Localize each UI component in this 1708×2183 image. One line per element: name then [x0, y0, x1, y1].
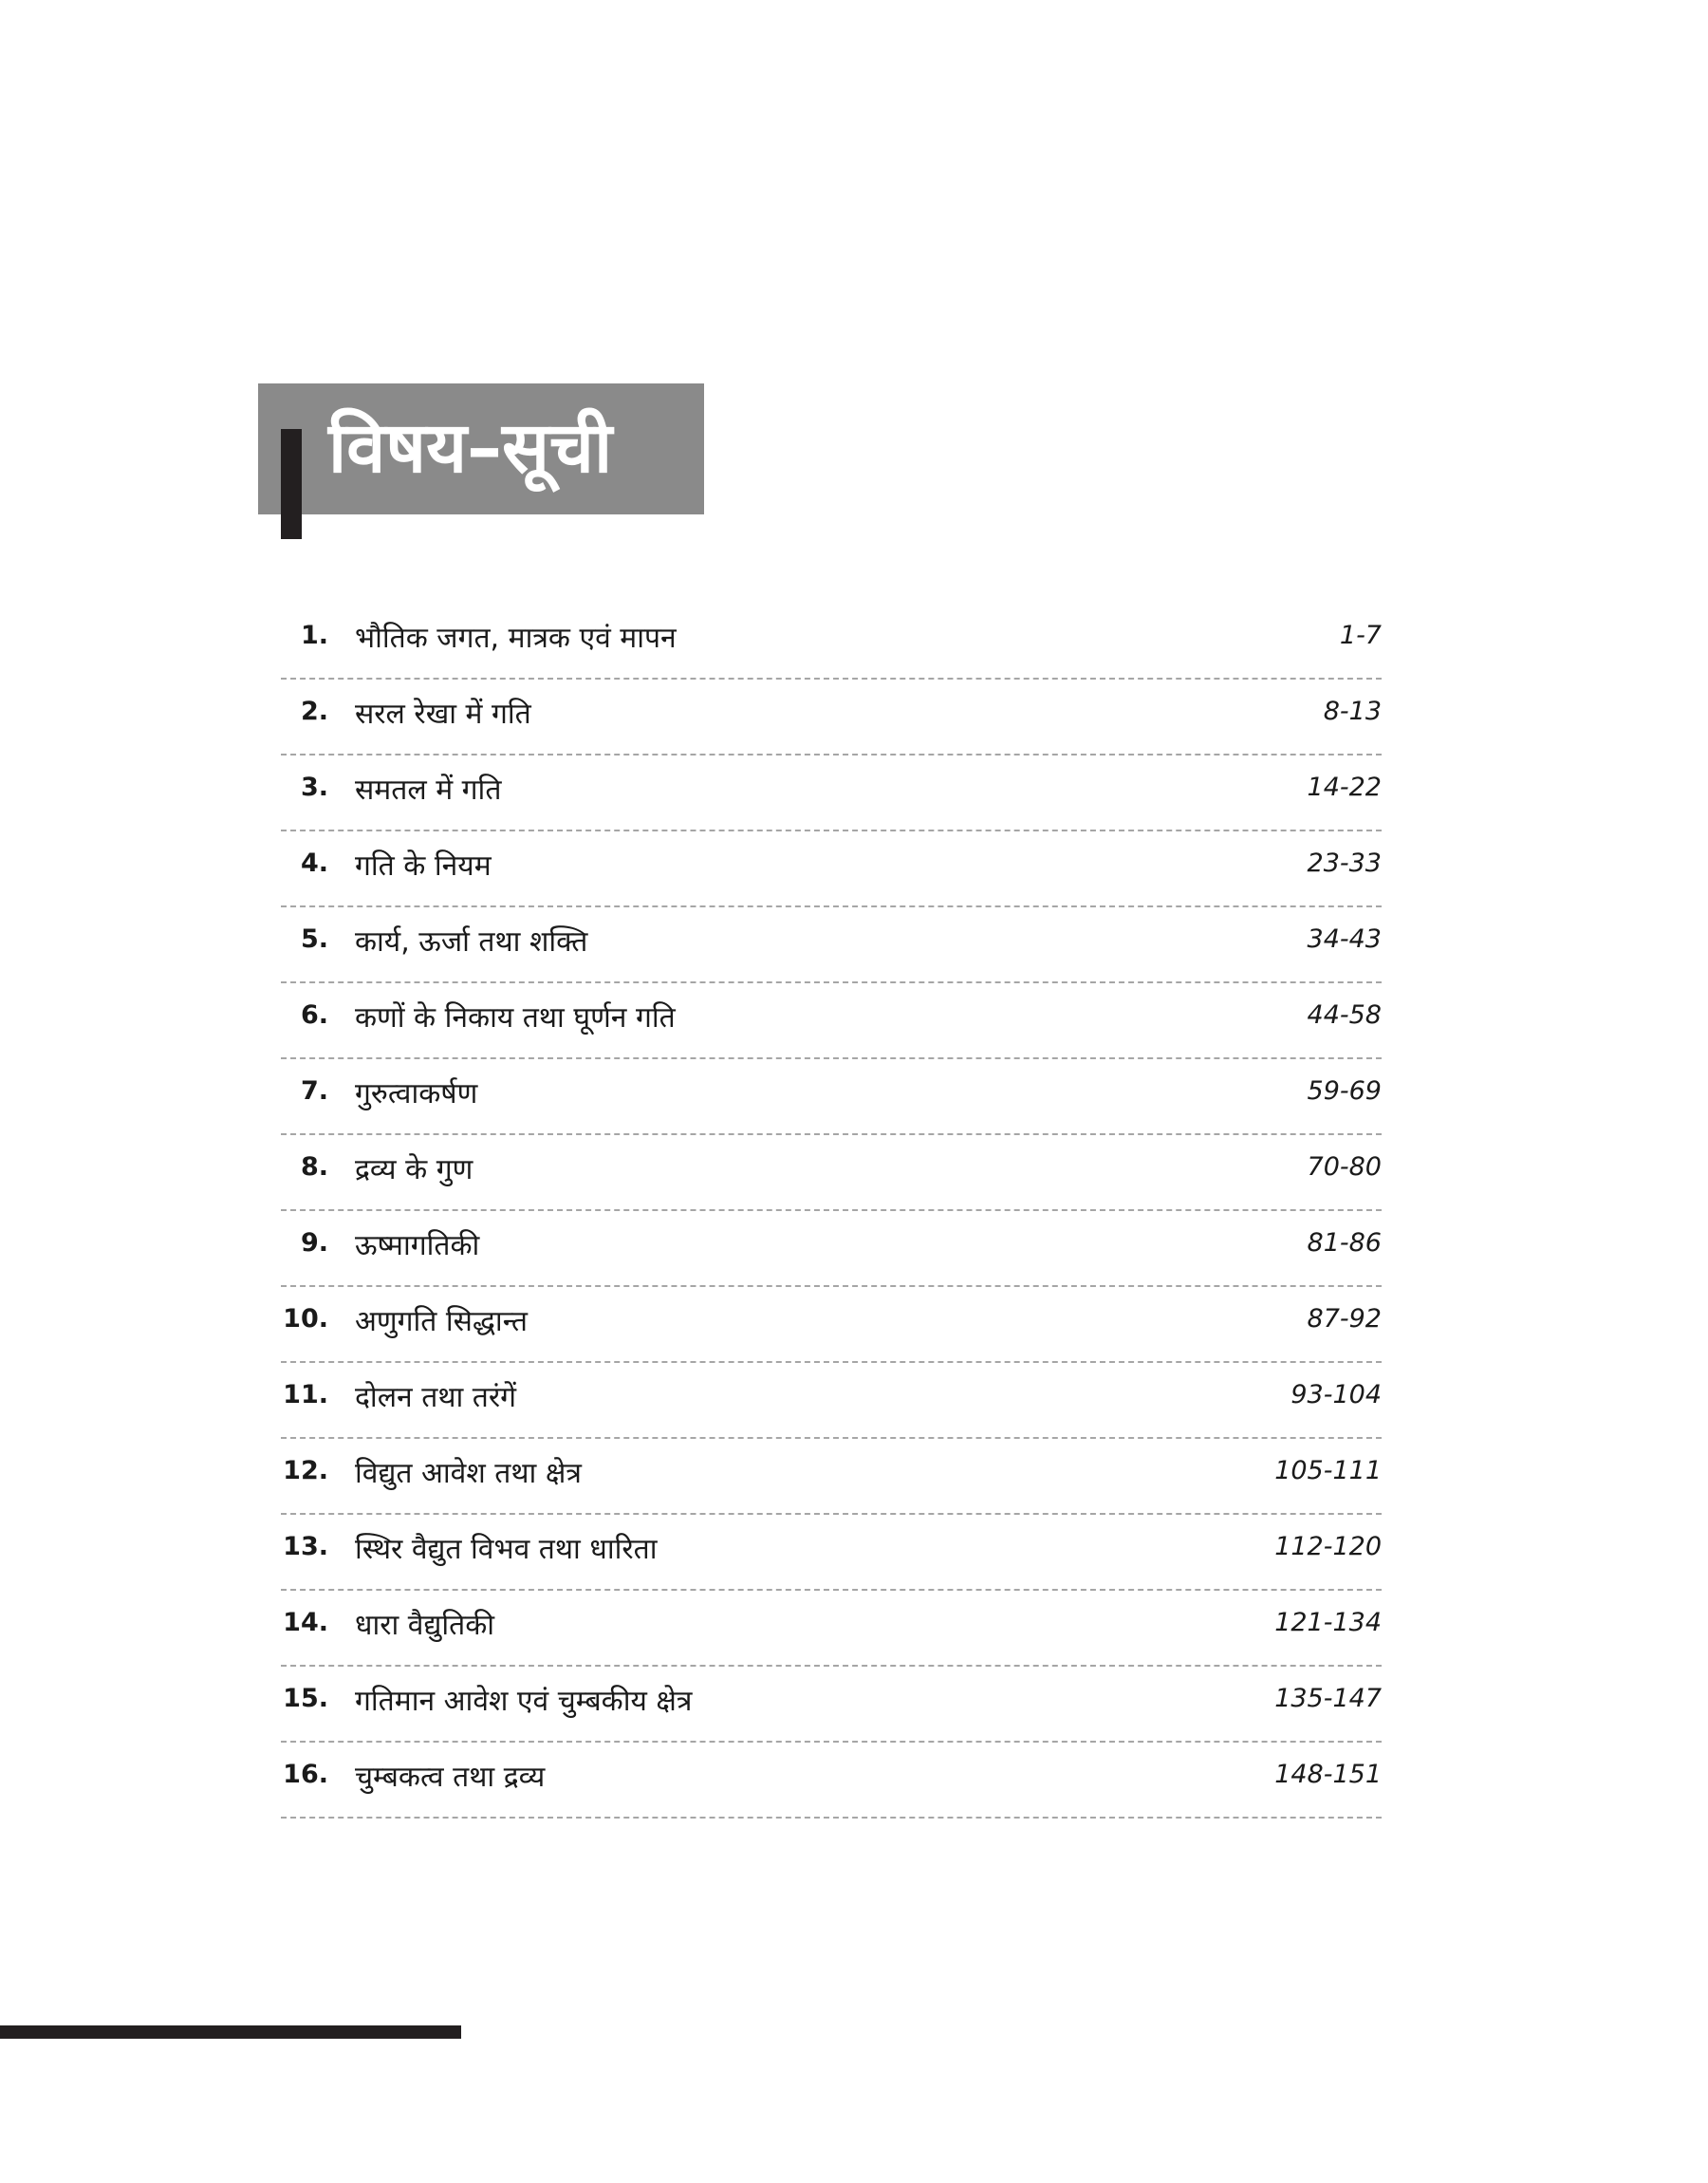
page-range: 59-69: [1307, 1076, 1382, 1106]
chapter-title: भौतिक जगत, मात्रक एवं मापन: [355, 622, 677, 655]
table-of-contents: [281, 604, 1382, 1819]
page-range: 121-134: [1274, 1608, 1382, 1637]
toc-entry: [281, 1363, 1382, 1439]
page-range: 148-151: [1274, 1760, 1382, 1789]
chapter-number: 9.: [300, 1228, 328, 1258]
chapter-title: कार्य, ऊर्जा तथा शक्ति: [355, 925, 588, 959]
toc-entry: [281, 1439, 1382, 1515]
chapter-title: धारा वैद्युतिकी: [355, 1609, 495, 1642]
chapter-number: 6.: [300, 1000, 328, 1030]
chapter-title: स्थिर वैद्युत विभव तथा धारिता: [355, 1533, 658, 1566]
page-range: 105-111: [1274, 1456, 1382, 1485]
page-range: 8-13: [1323, 697, 1382, 726]
page-range: 23-33: [1307, 849, 1382, 878]
chapter-title: गति के नियम: [355, 849, 492, 883]
chapter-number: 12.: [283, 1456, 328, 1485]
chapter-number: 11.: [283, 1380, 328, 1409]
chapter-number: 15.: [283, 1684, 328, 1713]
chapter-title: द्रव्य के गुण: [355, 1153, 473, 1186]
chapter-title: कणों के निकाय तथा घूर्णन गति: [355, 1001, 676, 1035]
footer-rule: [0, 2025, 461, 2039]
chapter-number: 10.: [283, 1304, 328, 1334]
toc-entry: [281, 1135, 1382, 1211]
chapter-number: 8.: [300, 1152, 328, 1182]
chapter-title: दोलन तथा तरंगें: [355, 1381, 517, 1414]
page-range: 70-80: [1307, 1152, 1382, 1182]
page-range: 14-22: [1307, 773, 1382, 802]
chapter-title: गुरुत्वाकर्षण: [355, 1077, 478, 1110]
chapter-title: सरल रेखा में गति: [355, 698, 531, 731]
toc-entry: [281, 1743, 1382, 1819]
chapter-number: 5.: [300, 924, 328, 954]
page-range: 34-43: [1307, 924, 1382, 954]
page-range: 112-120: [1274, 1532, 1382, 1561]
toc-entry: [281, 756, 1382, 831]
page-range: 87-92: [1307, 1304, 1382, 1334]
chapter-title: गतिमान आवेश एवं चुम्बकीय क्षेत्र: [355, 1685, 693, 1718]
chapter-number: 4.: [300, 849, 328, 878]
chapter-number: 13.: [283, 1532, 328, 1561]
toc-entry: [281, 1287, 1382, 1363]
chapter-title: विद्युत आवेश तथा क्षेत्र: [355, 1457, 582, 1490]
chapter-number: 16.: [283, 1760, 328, 1789]
toc-entry: [281, 831, 1382, 907]
heading-accent-bar: [281, 429, 302, 539]
page-range: 93-104: [1290, 1380, 1382, 1409]
chapter-number: 3.: [300, 773, 328, 802]
page-title: विषय–सूची: [328, 407, 613, 489]
page-range: 44-58: [1307, 1000, 1382, 1030]
toc-entry: [281, 1059, 1382, 1135]
toc-entry: [281, 1667, 1382, 1743]
chapter-number: 2.: [300, 697, 328, 726]
toc-entry: [281, 604, 1382, 680]
toc-entry: [281, 680, 1382, 756]
toc-entry: [281, 1591, 1382, 1667]
page-range: 81-86: [1307, 1228, 1382, 1258]
chapter-number: 14.: [283, 1608, 328, 1637]
toc-entry: [281, 983, 1382, 1059]
toc-entry: [281, 1211, 1382, 1287]
toc-entry: [281, 907, 1382, 983]
toc-entry: [281, 1515, 1382, 1591]
page-range: 135-147: [1274, 1684, 1382, 1713]
chapter-title: चुम्बकत्व तथा द्रव्य: [355, 1761, 546, 1794]
chapter-title: अणुगति सिद्धान्त: [355, 1305, 529, 1338]
chapter-number: 7.: [300, 1076, 328, 1106]
chapter-title: समतल में गति: [355, 774, 502, 807]
chapter-number: 1.: [300, 621, 328, 650]
chapter-title: ऊष्मागतिकी: [355, 1229, 480, 1262]
page-range: 1-7: [1339, 621, 1382, 650]
